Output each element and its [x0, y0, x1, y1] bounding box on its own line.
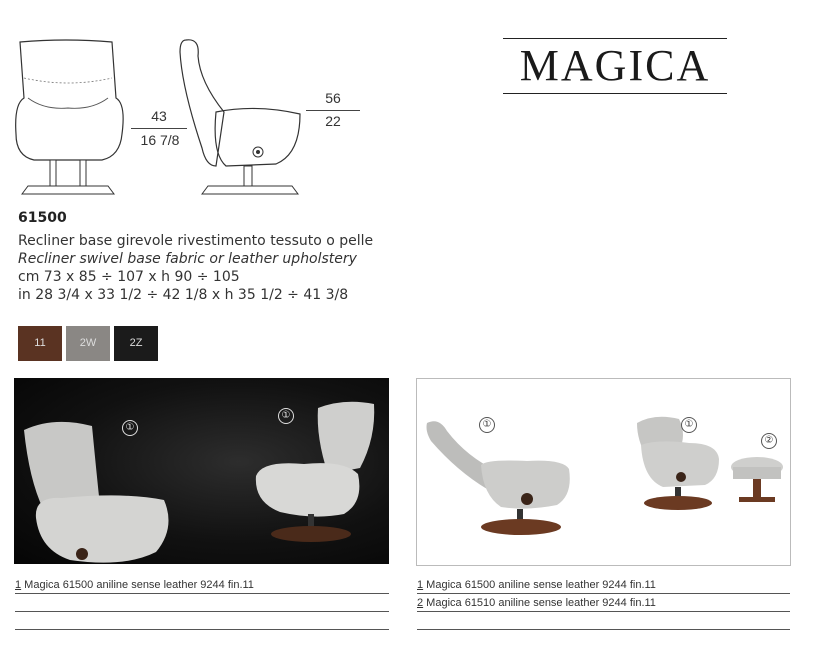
- swatch-11[interactable]: 11: [18, 326, 62, 361]
- caption-rule: [417, 611, 790, 612]
- brand-logo: MAGICA: [503, 38, 727, 94]
- height-divider: [131, 128, 187, 129]
- caption-right-1: [417, 579, 656, 591]
- caption-number: 1: [15, 579, 22, 591]
- height-in-label: 16 7/8: [140, 132, 180, 148]
- height-cm-label: 43: [151, 108, 167, 124]
- chairs-illustration-dark: [14, 378, 389, 564]
- caption-text: Magica 61500 aniline sense leather 9244 fin.11: [423, 579, 656, 591]
- chair-front-drawing: [14, 38, 126, 196]
- description-english: Recliner swivel base fabric or leather upholstery: [18, 251, 357, 267]
- product-code: 61500: [18, 210, 67, 226]
- photo-right-badge-1: ①: [479, 417, 495, 433]
- swatch-2z[interactable]: 2Z: [114, 326, 158, 361]
- chair-side-drawing: [176, 38, 306, 196]
- description-italian: Recliner base girevole rivestimento tessuto o pelle: [18, 233, 374, 249]
- photo-right-badge-2: ①: [681, 417, 697, 433]
- caption-rule: [417, 593, 790, 594]
- caption-rule: [15, 611, 389, 612]
- caption-rule: [15, 629, 389, 630]
- photo-left-badge-2: ①: [278, 408, 294, 424]
- swatch-2w[interactable]: 2W: [66, 326, 110, 361]
- width-divider: [306, 110, 360, 111]
- photo-left-badge-1: ①: [122, 420, 138, 436]
- caption-text: Magica 61510 aniline sense leather 9244 fin.11: [423, 597, 656, 609]
- caption-number: 2: [417, 597, 424, 609]
- photo-right-badge-3: ②: [761, 433, 777, 449]
- caption-right-2: [417, 597, 656, 609]
- size-cm: cm 73 x 85 ÷ 107 x h 90 ÷ 105: [18, 269, 240, 285]
- caption-rule: [15, 593, 389, 594]
- caption-left-1: [15, 579, 254, 591]
- width-cm-label: 56: [325, 90, 341, 106]
- photo-dark-studio: [14, 378, 389, 564]
- chairs-illustration-light: [417, 379, 790, 565]
- width-in-label: 22: [325, 113, 341, 129]
- caption-text: Magica 61500 aniline sense leather 9244 fin.11: [21, 579, 254, 591]
- caption-number: 1: [417, 579, 424, 591]
- caption-rule: [417, 629, 790, 630]
- photo-light-studio: [416, 378, 791, 566]
- size-inches: in 28 3/4 x 33 1/2 ÷ 42 1/8 x h 35 1/2 ÷ 41 3/8: [18, 287, 349, 303]
